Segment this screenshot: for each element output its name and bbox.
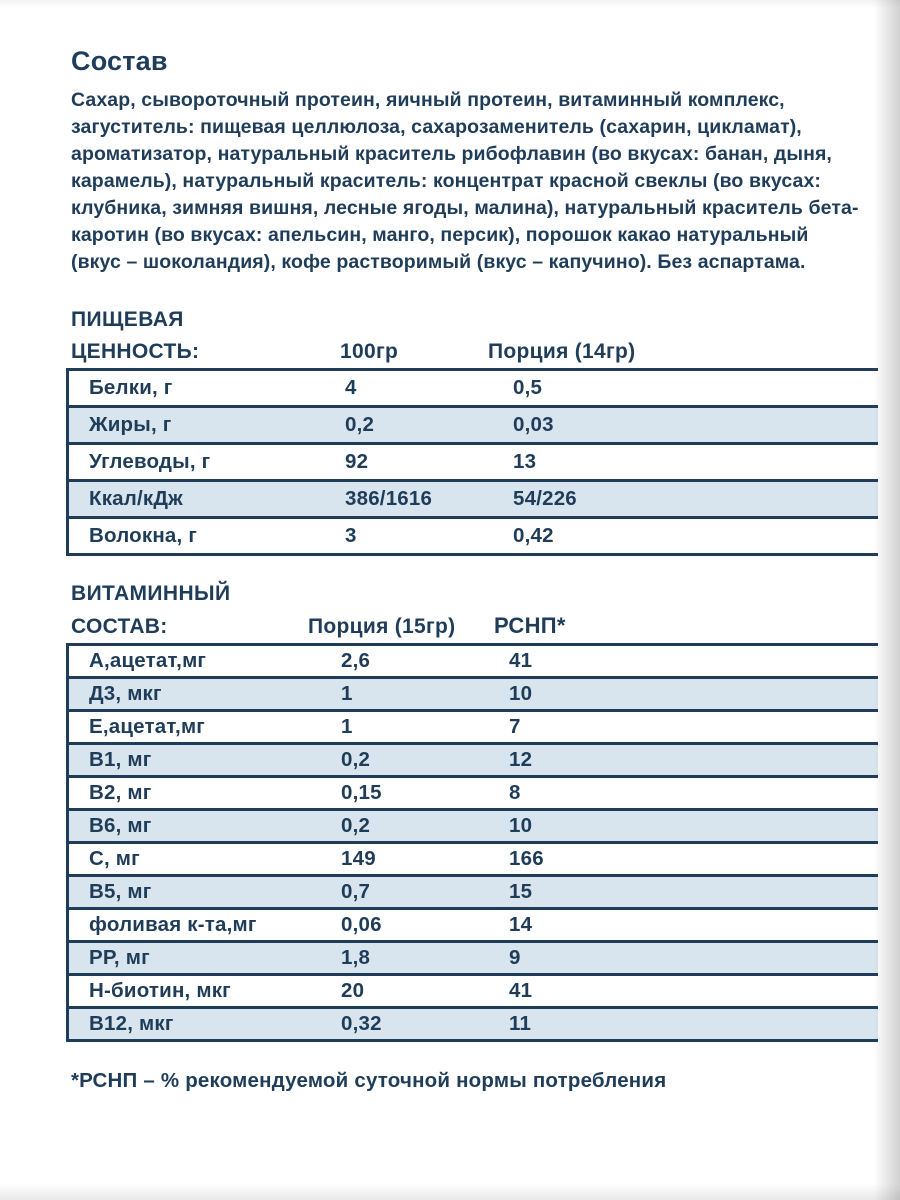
vitamin-table-row — [69, 643, 878, 676]
vitamin-table-row — [69, 1006, 878, 1039]
vitamin-row-rsnp: 10 — [509, 682, 533, 705]
vitamin-row-rsnp: 11 — [509, 1012, 532, 1035]
vitamin-table-row — [69, 973, 878, 1006]
nutrition-table-row — [69, 516, 878, 553]
vitamin-row-rsnp: 8 — [509, 781, 521, 804]
vitamin-section — [66, 578, 860, 1042]
nutrition-row-portion: 0,03 — [513, 413, 554, 436]
vitamin-row-portion: 0,7 — [341, 880, 371, 903]
vitamin-row-label: Н-биотин, мкг — [89, 979, 231, 1002]
rsnp-footnote: *РСНП – % рекомендуемой суточной нормы потребления — [71, 1069, 667, 1092]
vitamin-table-row — [69, 709, 878, 742]
vitamin-title-line1: ВИТАМИННЫЙ — [71, 582, 231, 605]
nutrition-table — [66, 368, 878, 556]
nutrition-row-portion: 0,5 — [513, 376, 543, 399]
vitamin-row-label: В1, мг — [89, 748, 152, 771]
vitamin-row-rsnp: 14 — [509, 913, 533, 936]
vitamin-row-label: В6, мг — [89, 814, 152, 837]
vitamin-table-row — [69, 874, 878, 907]
vitamin-row-label: В5, мг — [89, 880, 152, 903]
vitamin-row-rsnp: 41 — [509, 979, 533, 1002]
vitamin-table — [66, 643, 878, 1042]
nutrition-section — [66, 304, 860, 556]
nutrition-row-label: Ккал/кДж — [89, 487, 183, 510]
vitamin-row-portion: 20 — [341, 979, 365, 1002]
nutrition-header-row — [66, 336, 860, 368]
photo-edge-shadow-bottom — [0, 1184, 900, 1200]
nutrition-row-label: Жиры, г — [89, 413, 172, 436]
vitamin-row-portion: 149 — [341, 847, 376, 870]
nutrition-col-portion: Порция (14гр) — [488, 340, 636, 363]
nutrition-title-line1: ПИЩЕВАЯ — [71, 308, 184, 331]
vitamin-row-rsnp: 41 — [509, 649, 533, 672]
nutrition-row-label: Углеводы, г — [89, 450, 211, 473]
vitamin-row-label: Е,ацетат,мг — [89, 715, 206, 738]
nutrition-table-row — [69, 442, 878, 479]
vitamin-col-rsnp: РСНП* — [494, 613, 566, 638]
vitamin-table-row — [69, 775, 878, 808]
vitamin-row-label: А,ацетат,мг — [89, 649, 207, 672]
nutrition-row-per100: 92 — [345, 450, 369, 473]
vitamin-table-row — [69, 808, 878, 841]
vitamin-row-label: В2, мг — [89, 781, 152, 804]
composition-title: Состав — [71, 46, 168, 76]
nutrition-row-per100: 3 — [345, 524, 357, 547]
vitamin-row-rsnp: 10 — [509, 814, 533, 837]
vitamin-table-row — [69, 742, 878, 775]
vitamin-row-portion: 0,2 — [341, 748, 371, 771]
vitamin-row-label: РР, мг — [89, 946, 150, 969]
vitamin-row-label: В12, мкг — [89, 1012, 174, 1035]
vitamin-row-portion: 0,15 — [341, 781, 382, 804]
nutrition-title-line2: ЦЕННОСТЬ: — [71, 340, 200, 363]
vitamin-row-rsnp: 9 — [509, 946, 521, 969]
vitamin-row-label: Д3, мкг — [89, 682, 162, 705]
vitamin-row-rsnp: 15 — [509, 880, 533, 903]
nutrition-row-label: Волокна, г — [89, 524, 198, 547]
vitamin-table-row — [69, 907, 878, 940]
vitamin-row-portion: 1 — [341, 715, 353, 738]
nutrition-table-row — [69, 479, 878, 516]
nutrition-table-row — [69, 368, 878, 405]
nutrition-col-per100: 100гр — [340, 340, 399, 363]
vitamin-row-portion: 1,8 — [341, 946, 371, 969]
vitamin-header-row — [66, 610, 860, 643]
vitamin-table-row — [69, 841, 878, 874]
vitamin-row-portion: 0,06 — [341, 913, 382, 936]
vitamin-row-label: С, мг — [89, 847, 140, 870]
vitamin-table-row — [69, 940, 878, 973]
vitamin-row-portion: 1 — [341, 682, 353, 705]
nutrition-row-portion: 13 — [513, 450, 537, 473]
ingredients-text: Сахар, сывороточный протеин, яичный протеин, витаминный комплекс, загуститель: пищевая целлюлоза, сахарозаменитель (сахарин, цикламат), ароматизатор, натуральный краситель рибофлавин (во вкусах: банан, дыня, карамель), натуральный краситель: концентрат красной свеклы (во вкусах: клубника, зимняя вишня, лесные ягоды, малина), натуральный краситель бета-каротин (во вкусах: апельсин, манго, персик), порошок какао натуральный (вкус – шоколандия), кофе растворимый (вкус – капучино). Без аспартама. — [71, 89, 859, 273]
vitamin-table-row — [69, 676, 878, 709]
vitamin-row-rsnp: 166 — [509, 847, 544, 870]
vitamin-col-portion: Порция (15гр) — [308, 615, 456, 638]
vitamin-row-portion: 2,6 — [341, 649, 371, 672]
vitamin-row-rsnp: 7 — [509, 715, 521, 738]
vitamin-row-portion: 0,2 — [341, 814, 371, 837]
nutrition-row-label: Белки, г — [89, 376, 173, 399]
nutrition-table-row — [69, 405, 878, 442]
vitamin-title-line2: СОСТАВ: — [71, 615, 168, 638]
nutrition-row-portion: 54/226 — [513, 487, 577, 510]
nutrition-row-per100: 4 — [345, 376, 357, 399]
vitamin-row-label: фоливая к-та,мг — [89, 913, 257, 936]
vitamin-row-portion: 0,32 — [341, 1012, 382, 1035]
nutrition-row-per100: 386/1616 — [345, 487, 433, 510]
nutrition-row-per100: 0,2 — [345, 413, 375, 436]
vitamin-row-rsnp: 12 — [509, 748, 533, 771]
nutrition-row-portion: 0,42 — [513, 524, 554, 547]
